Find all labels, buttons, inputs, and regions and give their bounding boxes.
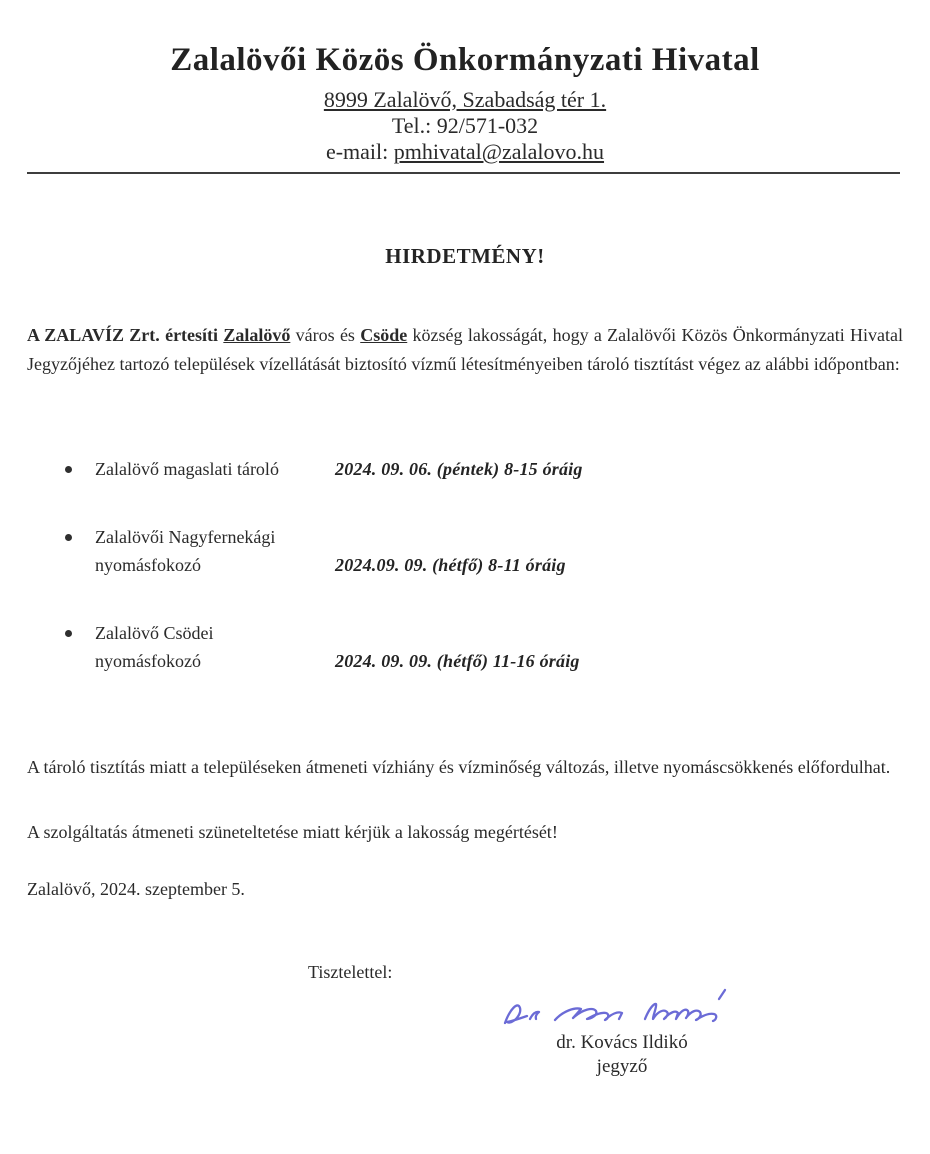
schedule-item-2: [27, 523, 903, 579]
schedule-list: [27, 455, 903, 675]
intro-paragraph: [27, 321, 903, 379]
facility-label: [95, 455, 335, 483]
intro-city-zalalovo: Zalalövő: [223, 325, 291, 345]
signer-name: dr. Kovács Ildikó: [556, 1032, 688, 1053]
email-label: e-mail:: [325, 139, 394, 164]
schedule-item-3: [27, 619, 903, 675]
bullet-icon: [65, 534, 72, 541]
facility-line2: nyomásfokozó: [95, 555, 201, 575]
apology-paragraph: A szolgáltatás átmeneti szüneteltetése miatt kérjük a lakosság megértését!: [27, 822, 558, 842]
intro-mid: város és: [290, 325, 361, 345]
organization-name: Zalalövői Közös Önkormányzati Hivatal: [170, 42, 760, 78]
schedule-date: 2024. 09. 06. (péntek) 8-15 óráig: [335, 459, 583, 479]
salutation: Tisztelettel:: [308, 962, 393, 982]
letterhead-divider: [27, 172, 900, 174]
bullet-icon: [65, 466, 72, 473]
email-address: pmhivatal@zalalovo.hu: [393, 139, 605, 164]
handwritten-signature-icon: [497, 985, 747, 1031]
bullet-icon: [65, 630, 72, 637]
facility-line1: Zalalövő magaslati tároló: [95, 459, 279, 479]
document-title: HIRDETMÉNY!: [385, 244, 545, 268]
email-line: [27, 139, 903, 165]
facility-label: [95, 523, 335, 579]
place-date-line: Zalalövő, 2024. szeptember 5.: [27, 879, 245, 899]
address-line: 8999 Zalalövő, Szabadság tér 1.: [323, 87, 607, 112]
schedule-date: 2024. 09. 09. (hétfő) 11-16 óráig: [335, 651, 580, 671]
facility-label: [95, 619, 335, 675]
warning-paragraph: A tároló tisztítás miatt a településeken átmeneti vízhiány és vízminőség változás, illetve nyomáscsökkenés előfordulhat.: [27, 757, 891, 777]
facility-line2: nyomásfokozó: [95, 651, 201, 671]
schedule-item-1: [27, 455, 903, 483]
phone-line: Tel.: 92/571-032: [391, 113, 539, 138]
signer-title: jegyző: [596, 1056, 648, 1077]
letterhead: [27, 42, 903, 165]
intro-bold-lead: A ZALAVÍZ Zrt. értesíti: [27, 325, 224, 345]
schedule-date: 2024.09. 09. (hétfő) 8-11 óráig: [335, 555, 566, 575]
facility-line1: Zalalövői Nagyfernekági: [95, 527, 276, 547]
signature-block: [487, 985, 757, 1079]
intro-city-csode: Csöde: [360, 325, 408, 345]
facility-line1: Zalalövő Csödei: [95, 623, 214, 643]
intro-rest: község lakosságát, hogy a Zalalövői Közös Önkormányzati Hivatal Jegyzőjéhez tartozó települések vízellátását biztosító vízmű létesítményeiben tároló tisztítást végez az alábbi időpontban:: [27, 325, 903, 374]
